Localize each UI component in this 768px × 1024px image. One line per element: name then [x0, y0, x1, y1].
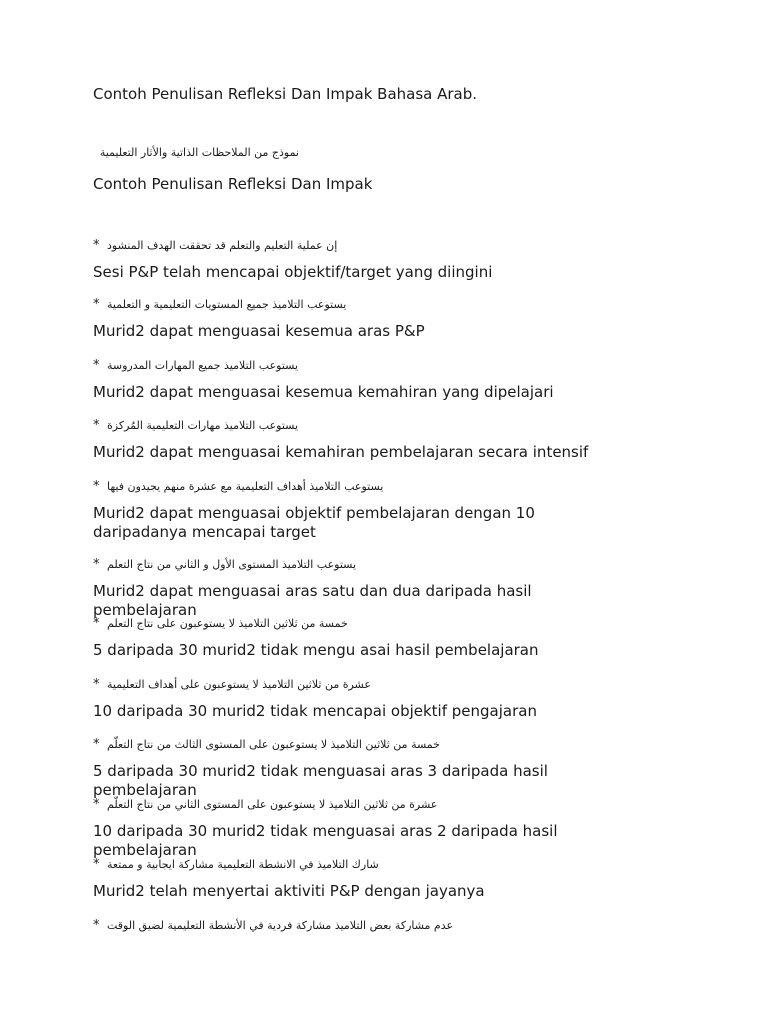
malay-translation: Sesi P&P telah mencapai objektif/target yang diingini: [93, 263, 493, 281]
bullet-marker: *: [93, 357, 100, 373]
phrase-pair: [93, 915, 713, 935]
malay-translation: 5 daripada 30 murid2 tidak menguasai aras 3 daripada hasil pembelajaran: [93, 762, 548, 799]
arabic-phrase: خمسة من ثلاثين التلاميذ لا يستوعبون على المستوى الثالث من نتاج التعلّم: [107, 737, 440, 751]
arabic-phrase: خمسة من ثلاثين التلاميذ لا يستوعبون على نتاج التعلم: [107, 616, 348, 630]
malay-translation: 10 daripada 30 murid2 tidak menguasai aras 2 daripada hasil pembelajaran: [93, 822, 558, 859]
bullet-marker: *: [93, 478, 100, 494]
arabic-phrase: يستوعب التلاميذ أهداف التعليمية مع عشرة منهم يجيدون فيها: [107, 479, 384, 493]
arabic-phrase: إن عملية التعليم والتعلم قد تحققت الهدف المنشود: [107, 238, 338, 252]
bullet-marker: *: [93, 676, 100, 692]
phrase-pair: [93, 554, 713, 620]
phrase-pair: [93, 734, 713, 800]
bullet-marker: *: [93, 237, 100, 253]
bullet-marker: *: [93, 615, 100, 631]
arabic-phrase: عدم مشاركة بعض التلاميذ مشاركة فردية في الأنشطة التعليمية لضيق الوقت: [107, 918, 454, 932]
phrase-pair: [93, 294, 713, 341]
arabic-phrase: يستوعب التلاميذ المستوى الأول و الثاني من نتاج التعلم: [107, 557, 357, 571]
bullet-marker: *: [93, 556, 100, 572]
document-title: Contoh Penulisan Refleksi Dan Impak Bahasa Arab.: [93, 85, 478, 103]
malay-translation: Murid2 telah menyertai aktiviti P&P dengan jayanya: [93, 882, 485, 900]
document-subtitle: Contoh Penulisan Refleksi Dan Impak: [93, 175, 373, 193]
phrase-pair: [93, 674, 713, 721]
arabic-phrase: شارك التلاميذ في الانشطة التعليمية مشاركة ايجابية و ممتعة: [107, 857, 379, 871]
phrase-pair: [93, 794, 713, 860]
arabic-phrase: يستوعب التلاميذ جميع المهارات المدروسة: [107, 358, 299, 372]
arabic-phrase: عشرة من ثلاثين التلاميذ لا يستوعبون على المستوى الثاني من نتاج التعلّم: [107, 797, 438, 811]
bullet-marker: *: [93, 917, 100, 933]
bullet-marker: *: [93, 296, 100, 312]
bullet-marker: *: [93, 736, 100, 752]
malay-translation: Murid2 dapat menguasai kesemua aras P&P: [93, 322, 425, 340]
phrase-pair: [93, 854, 713, 901]
malay-translation: 10 daripada 30 murid2 tidak mencapai objektif pengajaran: [93, 702, 537, 720]
bullet-marker: *: [93, 856, 100, 872]
malay-translation: 5 daripada 30 murid2 tidak mengu asai hasil pembelajaran: [93, 641, 539, 659]
malay-translation: Murid2 dapat menguasai objektif pembelajaran dengan 10 daripadanya mencapai target: [93, 504, 535, 541]
arabic-subtitle: نموذج من الملاحظات الذاتية والأثار التعليمية: [99, 146, 299, 159]
malay-translation: Murid2 dapat menguasai kemahiran pembelajaran secara intensif: [93, 443, 589, 461]
phrase-pair: [93, 476, 713, 542]
bullet-marker: *: [93, 796, 100, 812]
malay-translation: Murid2 dapat menguasai kesemua kemahiran yang dipelajari: [93, 383, 554, 401]
phrase-pair: [93, 415, 713, 462]
bullet-marker: *: [93, 417, 100, 433]
phrase-pair: [93, 355, 713, 402]
phrase-pair: [93, 613, 713, 660]
arabic-phrase: يستوعب التلاميذ جميع المستويات التعليمية و التعلمية: [107, 297, 347, 311]
arabic-phrase: عشرة من ثلاثين التلاميذ لا يستوعبون على أهداف التعليمية: [107, 677, 371, 691]
arabic-phrase: يستوعب التلاميذ مهارات التعليمية المُركزة: [107, 418, 299, 432]
phrase-pair: [93, 235, 713, 282]
malay-translation: Murid2 dapat menguasai aras satu dan dua daripada hasil pembelajaran: [93, 582, 532, 619]
